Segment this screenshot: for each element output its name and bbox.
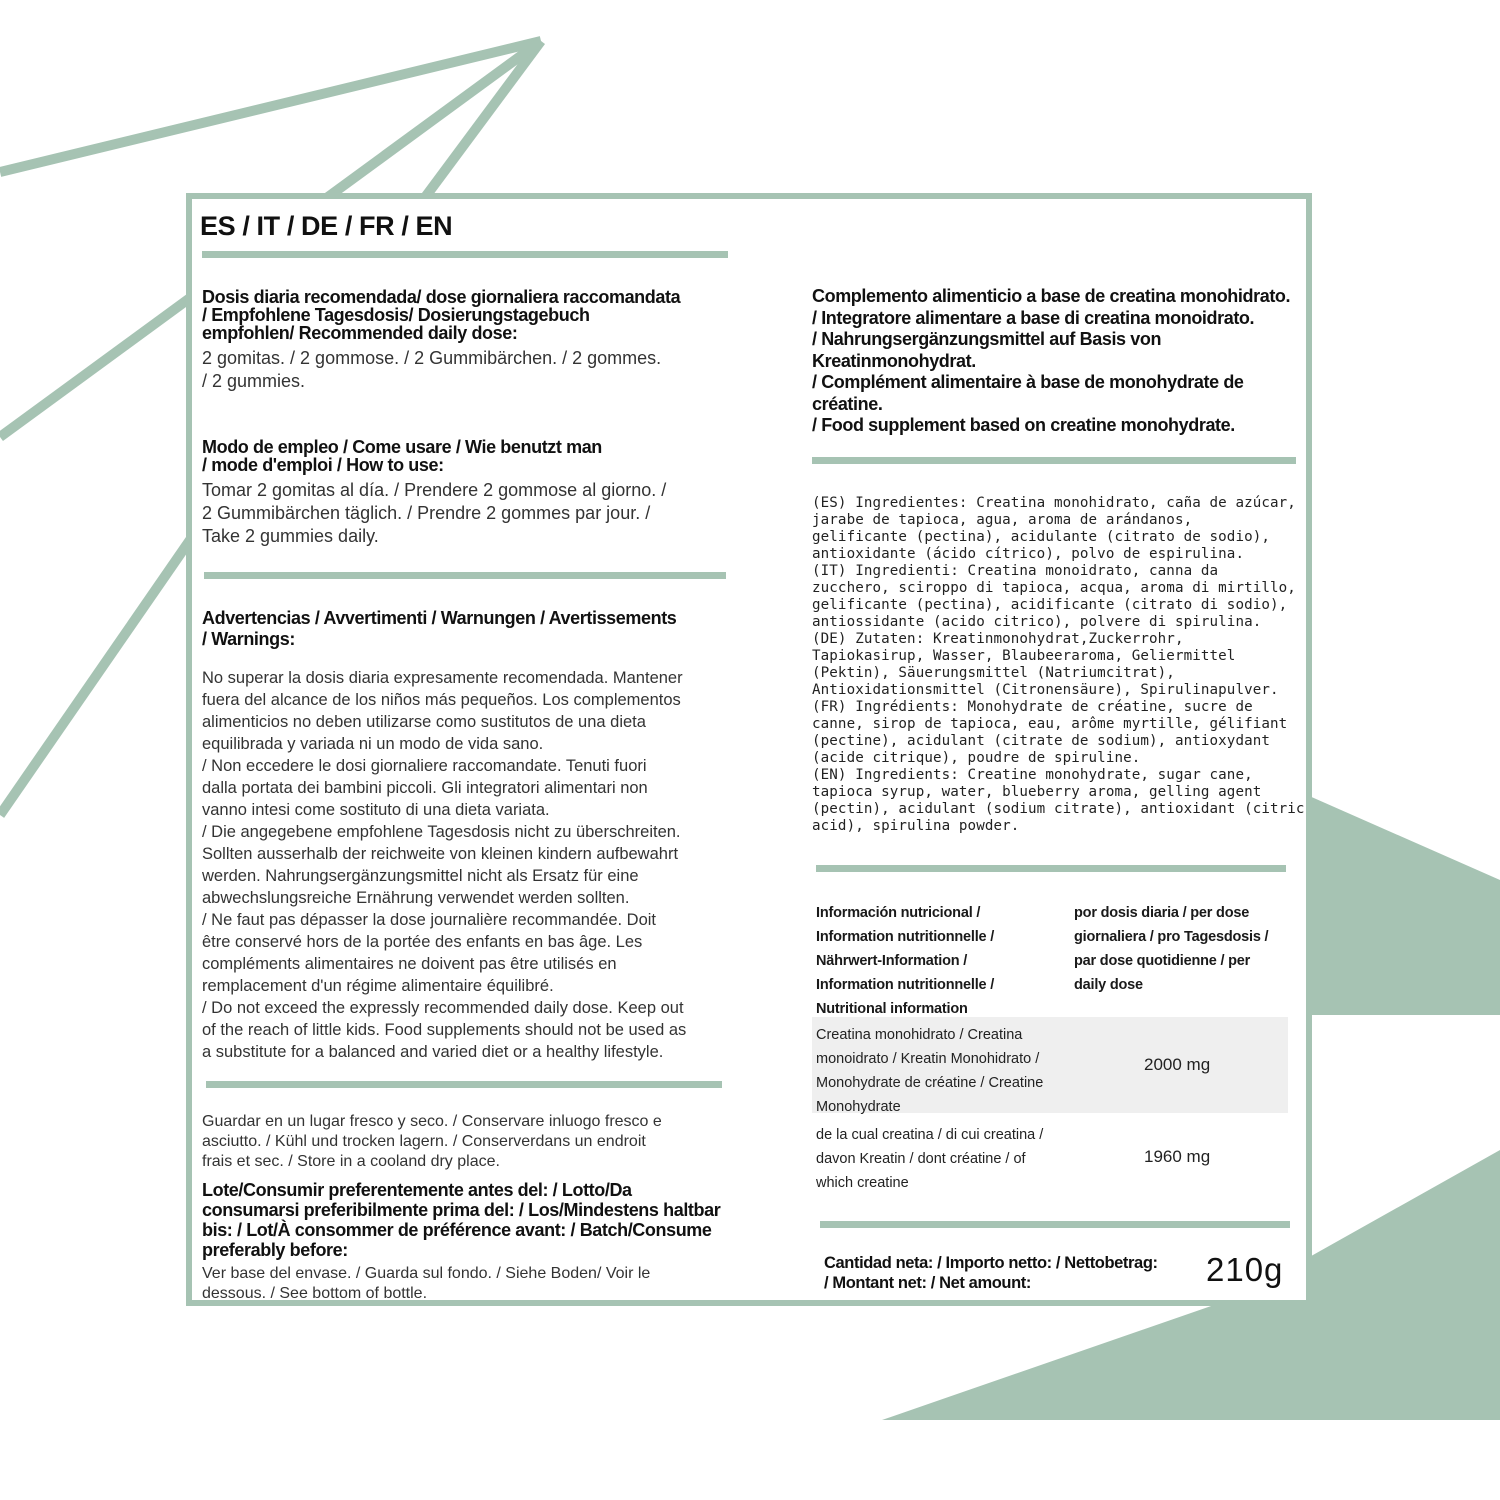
- text-line: Tapiokasirup, Wasser, Blaubeeraroma, Geliermittel: [812, 648, 1236, 664]
- text-line: daily dose: [1074, 977, 1143, 993]
- text-line: / 2 gummies.: [202, 371, 306, 391]
- row-value: 1960 mg: [1144, 1147, 1211, 1166]
- text-line: / Food supplement based on creatine monohydrate.: [812, 415, 1235, 435]
- divider: [206, 1081, 722, 1088]
- text-line: (DE) Zutaten: Kreatinmonohydrat,Zuckerrohr,: [812, 631, 1184, 647]
- usage-heading: [202, 438, 762, 474]
- divider: [812, 457, 1296, 464]
- usage-text: [202, 479, 782, 548]
- text-line: dalla portata dei bambini piccoli. Gli integratori alimentari non: [202, 779, 648, 797]
- text-line: Antioxidationsmittel (Citronensäure), Spirulinapulver.: [812, 682, 1279, 698]
- text-line: Creatina monohidrato / Creatina: [816, 1027, 1023, 1043]
- text-line: / Non eccedere le dosi giornaliere raccomandate. Tenuti fuori: [202, 757, 647, 775]
- text-line: / Do not exceed the expressly recommended daily dose. Keep out: [202, 999, 684, 1017]
- text-line: (pectine), acidulant (citrate de sodium), antioxydant: [812, 733, 1271, 749]
- label-panel: [186, 193, 1312, 1306]
- heading-line: / mode d'emploi / How to use:: [202, 455, 444, 475]
- divider: [820, 1221, 1290, 1228]
- text-line: equilibrada y variada ni un modo de vida sano.: [202, 735, 544, 753]
- text-line: jarabe de tapioca, agua, aroma de arándanos,: [812, 512, 1193, 528]
- decor-triangle: [1307, 795, 1500, 1015]
- batch-text: [202, 1264, 782, 1304]
- heading-line: empfohlen/ Recommended daily dose:: [202, 323, 518, 343]
- text-line: Information nutritionnelle /: [816, 929, 995, 945]
- text-line: abwechslungsreiche Ernährung verwendet werden sollten.: [202, 889, 630, 907]
- heading-line: preferably before:: [202, 1240, 348, 1260]
- text-line: créatine.: [812, 393, 883, 414]
- text-line: tapioca syrup, water, blueberry aroma, gelling agent: [812, 784, 1262, 800]
- text-line: Kreatinmonohydrat.: [812, 350, 976, 371]
- text-line: Take 2 gummies daily.: [202, 526, 379, 546]
- text-line: 2 Gummibärchen täglich. / Prendre 2 gommes par jour. /: [202, 503, 651, 523]
- text-line: Nährwert-Information /: [816, 953, 968, 969]
- text-line: antiossidante (acido citrico), polvere di spirulina.: [812, 614, 1262, 630]
- text-line: which creatine: [816, 1175, 909, 1191]
- text-line: asciutto. / Kühl und trocken lagern. / Conserverdans un endroit: [202, 1133, 646, 1150]
- row-label: [816, 1023, 1076, 1119]
- warnings-heading: [202, 608, 762, 650]
- text-line: par dose quotidienne / per: [1074, 953, 1251, 969]
- table-row: [812, 1017, 1288, 1113]
- text-line: davon Kreatin / dont créatine / of: [816, 1151, 1026, 1167]
- text-line: / Complément alimentaire à base de monohydrate de: [812, 372, 1244, 392]
- text-line: of the reach of little kids. Food supplements should not be used as: [202, 1021, 687, 1039]
- text-line: fuera del alcance de los niños más pequeños. Los complementos: [202, 691, 681, 709]
- divider: [816, 865, 1286, 872]
- product-description: [812, 286, 1312, 437]
- text-line: alimenticios no deben utilizarse como sustitutos de una dieta: [202, 713, 646, 731]
- text-line: Monohydrate: [816, 1099, 901, 1115]
- text-line: remplacement d'un régime alimentaire équilibré.: [202, 977, 554, 995]
- text-line: Información nutricional /: [816, 905, 981, 921]
- text-line: Complemento alimenticio a base de creatina monohidrato.: [812, 286, 1291, 306]
- text-line: gelificante (pectina), acidulante (citrato de sodio),: [812, 529, 1271, 545]
- batch-heading: [202, 1180, 782, 1260]
- text-line: antioxidante (ácido cítrico), polvo de espirulina.: [812, 546, 1245, 562]
- text-line: Guardar en un lugar fresco y seco. / Conservare inluogo fresco e: [202, 1113, 662, 1130]
- table-row: [812, 1113, 1288, 1193]
- text-line: / Montant net: / Net amount:: [824, 1274, 1031, 1292]
- text-line: frais et sec. / Store in a cooland dry place.: [202, 1153, 500, 1170]
- text-line: a substitute for a balanced and varied diet or a healthy lifestyle.: [202, 1043, 664, 1061]
- text-line: (Pektin), Säuerungsmittel (Natriumcitrat),: [812, 665, 1175, 681]
- text-line: canne, sirop de tapioca, eau, arôme myrtille, gélifiant: [812, 716, 1288, 732]
- text-line: monoidrato / Kreatin Monohidrato /: [816, 1051, 1040, 1067]
- nutrition-header-label: [816, 901, 1066, 1021]
- text-line: gelificante (pectina), acidificante (citrato di sodio),: [812, 597, 1288, 613]
- text-line: 2 gomitas. / 2 gommose. / 2 Gummibärchen. / 2 gommes.: [202, 348, 662, 368]
- text-line: dessous. / See bottom of bottle.: [202, 1285, 428, 1302]
- dose-heading: [202, 288, 762, 342]
- text-line: vanno intesi come sostituto di una dieta variata.: [202, 801, 550, 819]
- text-line: zucchero, sciroppo di tapioca, acqua, aroma di mirtillo,: [812, 580, 1296, 596]
- heading-line: bis: / Lot/À consommer de préférence avant: / Batch/Consume: [202, 1220, 712, 1240]
- text-line: Information nutritionnelle /: [816, 977, 995, 993]
- text-line: Tomar 2 gomitas al día. / Prendere 2 gommose al giorno. /: [202, 480, 667, 500]
- text-line: / Die angegebene empfohlene Tagesdosis nicht zu überschreiten.: [202, 823, 681, 841]
- text-line: (FR) Ingrédients: Monohydrate de créatine, sucre de: [812, 699, 1253, 715]
- heading-line: Modo de empleo / Come usare / Wie benutzt man: [202, 437, 602, 457]
- dose-text: [202, 347, 782, 393]
- row-value: 2000 mg: [1144, 1055, 1211, 1074]
- heading-line: consumarsi preferibilmente prima del: / Los/Mindestens haltbar: [202, 1200, 721, 1220]
- text-line: / Nahrungsergänzungsmittel auf Basis von: [812, 329, 1162, 349]
- net-amount-value: 210g: [1206, 1251, 1284, 1288]
- text-line: Cantidad neta: / Importo netto: / Nettobetrag:: [824, 1254, 1158, 1272]
- heading-line: / Warnings:: [202, 629, 295, 649]
- text-line: compléments alimentaires ne doivent pas être utilisés en: [202, 955, 617, 973]
- text-line: werden. Nahrungsergänzungsmittel nicht als Ersatz für eine: [202, 867, 639, 885]
- divider: [202, 251, 728, 258]
- warnings-text: [202, 667, 782, 1063]
- text-line: (ES) Ingredientes: Creatina monohidrato, caña de azúcar,: [812, 495, 1296, 511]
- row-label: [816, 1123, 1076, 1195]
- text-line: giornaliera / pro Tagesdosis /: [1074, 929, 1269, 945]
- text-line: être conservé hors de la portée des enfants en bas âge. Les: [202, 933, 643, 951]
- heading-line: Lote/Consumir preferentemente antes del: / Lotto/Da: [202, 1180, 632, 1200]
- heading-line: Advertencias / Avvertimenti / Warnungen / Avertissements: [202, 608, 677, 628]
- nutrition-header-value: [1074, 901, 1294, 997]
- text-line: Sollten ausserhalb der reichweite von kleinen kindern aufbewahrt: [202, 845, 679, 863]
- net-amount-label: [824, 1253, 1204, 1293]
- text-line: (EN) Ingredients: Creatine monohydrate, sugar cane,: [812, 767, 1253, 783]
- text-line: / Integratore alimentare a base di creatina monoidrato.: [812, 307, 1255, 328]
- text-line: / Ne faut pas dépasser la dose journalière recommandée. Doit: [202, 911, 656, 929]
- text-line: (acide citrique), poudre de spiruline.: [812, 750, 1141, 766]
- storage-text: [202, 1112, 782, 1172]
- ingredients-list: [812, 495, 1312, 835]
- text-line: (pectin), acidulant (sodium citrate), antioxidant (citric: [812, 801, 1305, 817]
- text-line: acid), spirulina powder.: [812, 818, 1020, 834]
- divider: [204, 572, 726, 579]
- text-line: Monohydrate de créatine / Creatine: [816, 1075, 1044, 1091]
- text-line: de la cual creatina / di cui creatina /: [816, 1127, 1044, 1143]
- text-line: por dosis diaria / per dose: [1074, 905, 1250, 921]
- language-list: ES / IT / DE / FR / EN: [200, 211, 453, 241]
- text-line: (IT) Ingredienti: Creatina monoidrato, canna da: [812, 563, 1219, 579]
- decor-line: [0, 540, 190, 815]
- heading-line: / Empfohlene Tagesdosis/ Dosierungstagebuch: [202, 305, 590, 325]
- text-line: Ver base del envase. / Guarda sul fondo. / Siehe Boden/ Voir le: [202, 1265, 651, 1282]
- text-line: Nutritional information: [816, 1001, 968, 1017]
- heading-line: Dosis diaria recomendada/ dose giornaliera raccomandata: [202, 287, 681, 307]
- text-line: No superar la dosis diaria expresamente recomendada. Mantener: [202, 669, 683, 687]
